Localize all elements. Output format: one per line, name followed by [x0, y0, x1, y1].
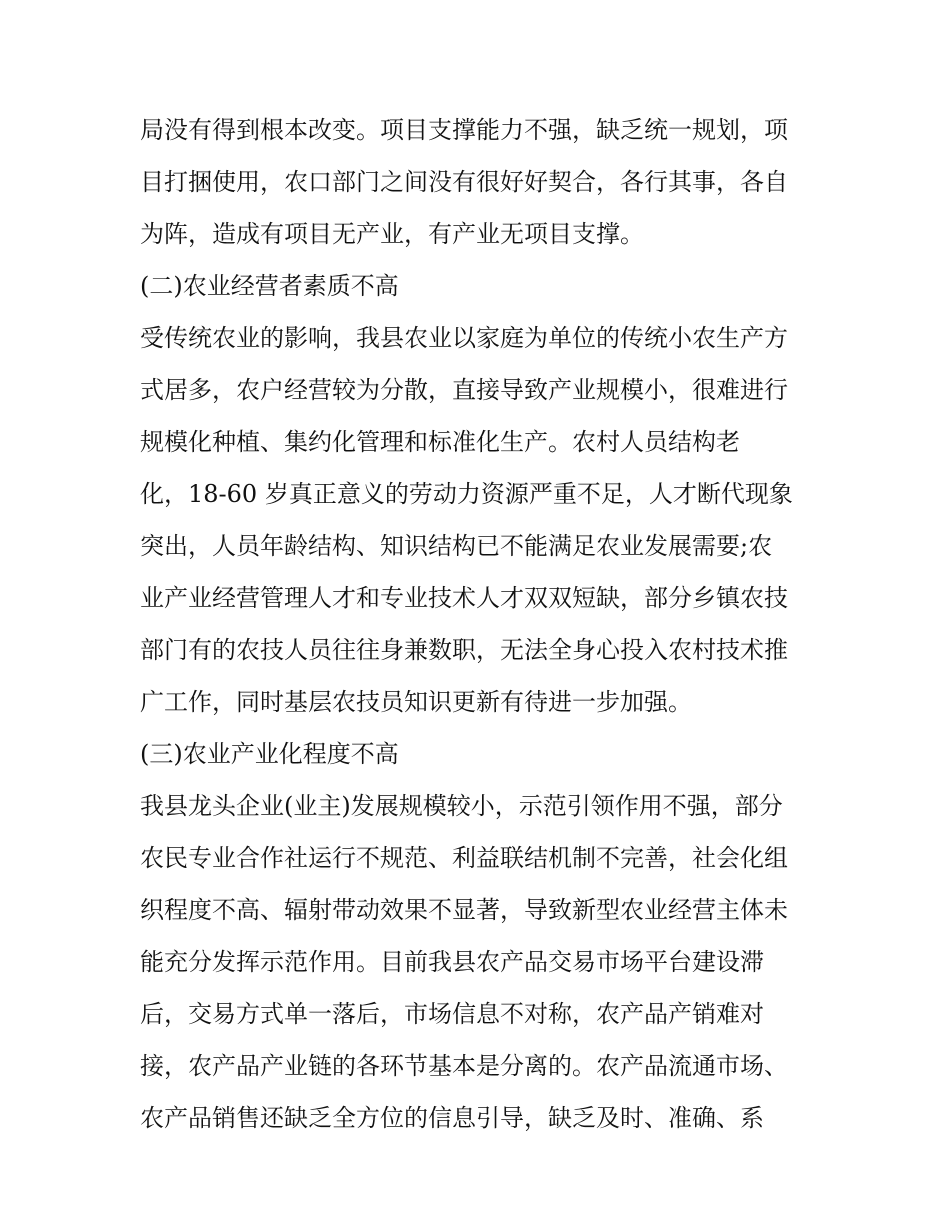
text-line: 突出，人员年龄结构、知识结构已不能满足农业发展需要;农	[140, 532, 773, 560]
text-line: 式居多，农户经营较为分散，直接导致产业规模小，很难进行	[140, 376, 788, 404]
text-line: 化，18-60 岁真正意义的劳动力资源严重不足，人才断代现象	[140, 480, 793, 508]
text-line: 广工作，同时基层农技员知识更新有待进一步加强。	[140, 688, 692, 716]
section-heading-2: (二)农业经营者素质不高	[140, 272, 399, 300]
text-line: 受传统农业的影响，我县农业以家庭为单位的传统小农生产方	[140, 324, 788, 352]
text-line: 我县龙头企业(业主)发展规模较小，示范引领作用不强，部分	[140, 792, 783, 820]
text-line: 规模化种植、集约化管理和标准化生产。农村人员结构老	[140, 428, 740, 456]
text-line: 能充分发挥示范作用。目前我县农产品交易市场平台建设滞	[140, 948, 764, 976]
text-line: 为阵，造成有项目无产业，有产业无项目支撑。	[140, 220, 644, 248]
text-line: 部门有的农技人员往往身兼数职，无法全身心投入农村技术推	[140, 636, 788, 664]
text-line: 局没有得到根本改变。项目支撑能力不强，缺乏统一规划，项	[140, 116, 788, 144]
text-line: 业产业经营管理人才和专业技术人才双双短缺，部分乡镇农技	[140, 584, 788, 612]
text-line: 织程度不高、辐射带动效果不显著，导致新型农业经营主体未	[140, 896, 788, 924]
text-line: 农产品销售还缺乏全方位的信息引导，缺乏及时、准确、系	[140, 1104, 764, 1132]
text-line: 后，交易方式单一落后，市场信息不对称，农产品产销难对	[140, 1000, 764, 1028]
text-line: 农民专业合作社运行不规范、利益联结机制不完善，社会化组	[140, 844, 788, 872]
text-line: 接，农产品产业链的各环节基本是分离的。农产品流通市场、	[140, 1052, 788, 1080]
text-line: 目打捆使用，农口部门之间没有很好好契合，各行其事，各自	[140, 168, 788, 196]
section-heading-3: (三)农业产业化程度不高	[140, 740, 399, 768]
